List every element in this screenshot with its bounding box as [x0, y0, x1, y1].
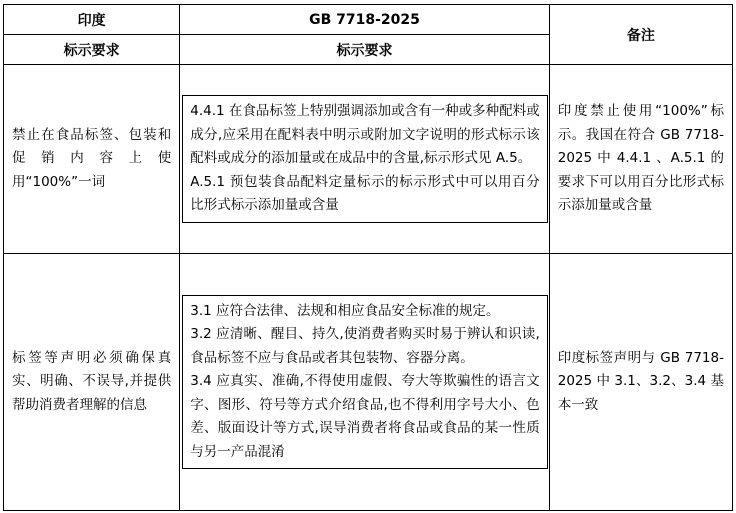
gb-clause: 3.4 应真实、准确,不得使用虚假、夸大等欺骗性的语言文字、图形、符号等方式介绍食品,也不得利用字号大小、色差、版面设计等方式,误导消费者将食品或食品的某一性质与另一产品混淆	[190, 373, 540, 460]
gb-clause: A.5.1 预包装食品配料定量标示的标示形式中可以用百分比形式标示添加量或含量	[190, 173, 540, 214]
gb-requirement	[182, 95, 548, 223]
india-requirement-cell	[4, 65, 180, 254]
table-row	[4, 254, 733, 511]
gb-clause: 4.4.1 在食品标签上特别强调添加或含有一种或多种配料或成分,应采用在配料表中明示或附加文字说明的形式标示该配料或成分的添加量或在成品中的含量,标示形式见 A.5。	[190, 103, 540, 167]
india-requirement: 禁止在食品标签、包装和促销内容上使用“100%”一词	[12, 126, 172, 190]
india-requirement-cell	[4, 254, 180, 511]
india-requirement: 标签等声明必须确保真实、明确、不误导,并提供帮助消费者理解的信息	[12, 349, 172, 413]
note: 印度禁止使用“100%”标示。我国在符合 GB 7718-2025 中 4.4.1 、A.5.1 的要求下可以用百分比形式标示添加量或含量	[557, 103, 724, 214]
note-cell	[549, 65, 732, 254]
header-row-top	[4, 5, 733, 35]
header-gb: GB 7718-2025	[180, 5, 550, 35]
header-gb-sub: 标示要求	[180, 35, 550, 65]
gb-clause: 3.1 应符合法律、法规和相应食品安全标准的规定。	[190, 302, 500, 319]
gb-requirement-cell	[180, 65, 550, 254]
table-row	[4, 65, 733, 254]
header-india: 印度	[4, 5, 180, 35]
note-cell	[549, 254, 732, 511]
gb-clause: 3.2 应清晰、醒目、持久,使消费者购买时易于辨认和识读,食品标签不应与食品或者其包装物、容器分离。	[190, 326, 540, 366]
comparison-table	[3, 4, 733, 511]
gb-requirement-cell	[180, 254, 550, 511]
note: 印度标签声明与 GB 7718-2025 中 3.1、3.2、3.4 基本一致	[557, 349, 724, 413]
gb-requirement	[182, 295, 548, 470]
header-note: 备注	[549, 5, 732, 65]
header-india-sub: 标示要求	[4, 35, 180, 65]
